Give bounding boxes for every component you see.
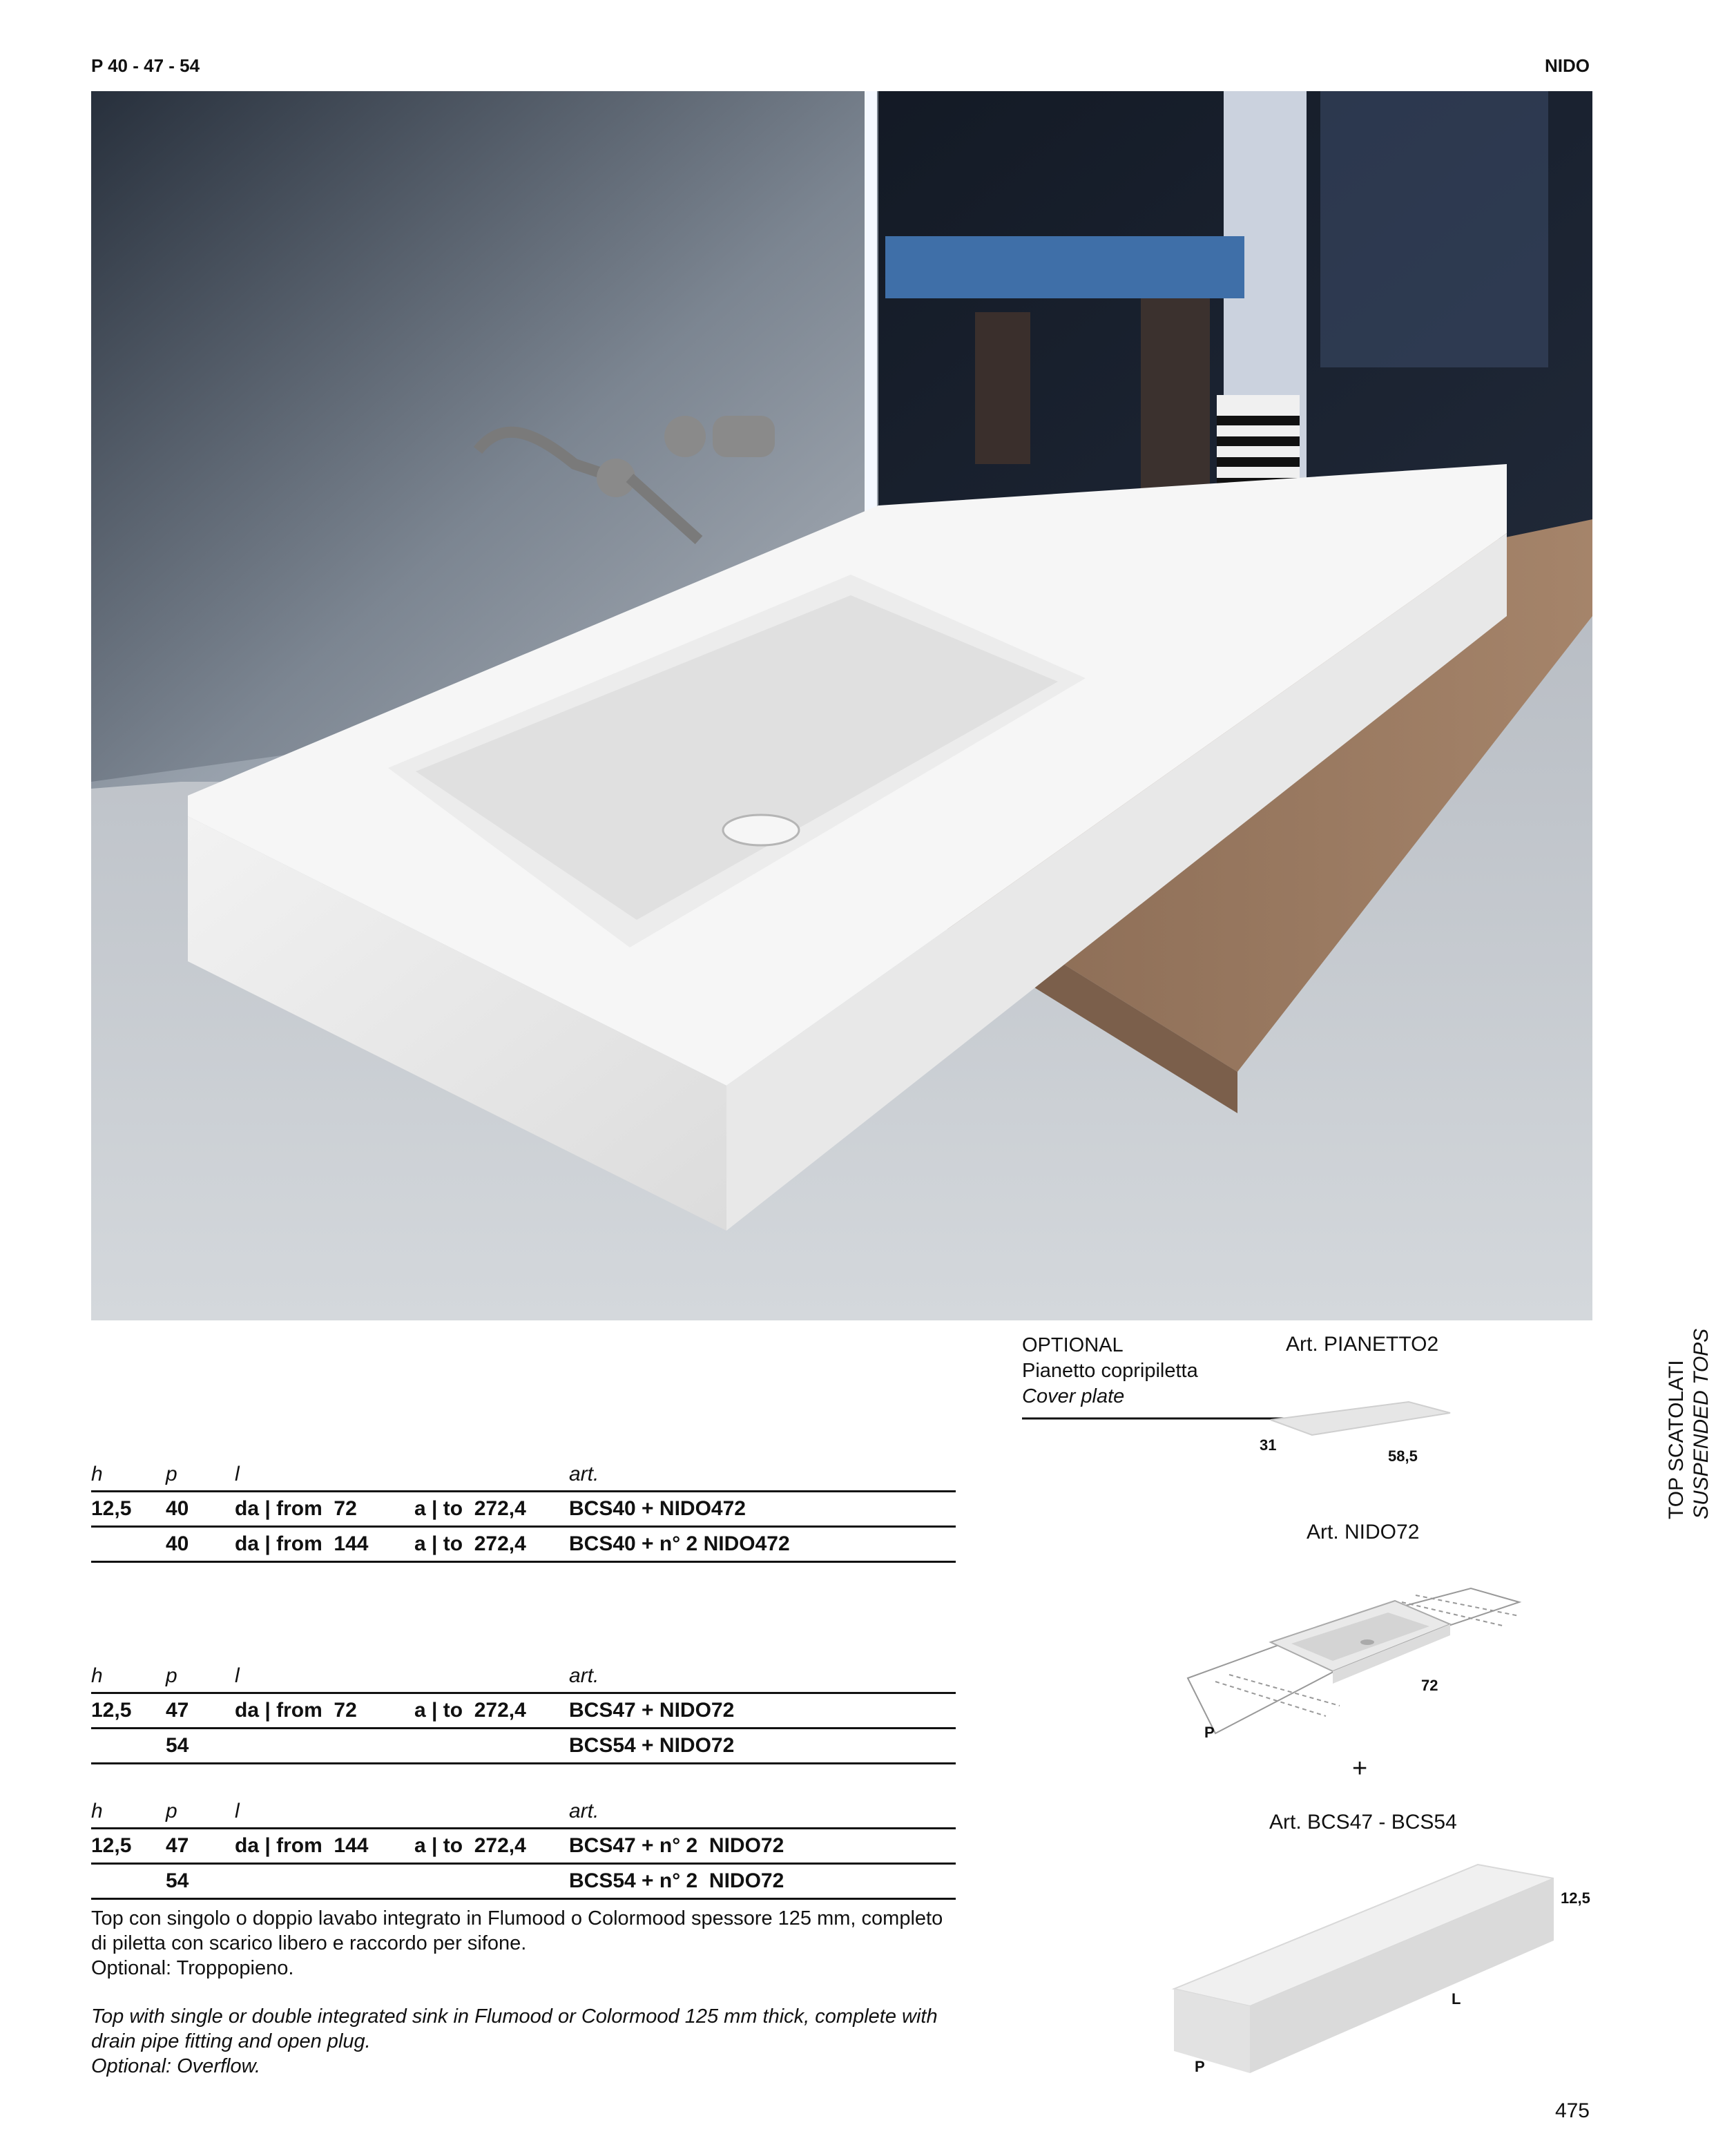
cell-p: 47 [166,1693,235,1729]
nido-sink-diagram [1174,1561,1533,1747]
table-row [91,1864,956,1899]
cell-p: 54 [166,1729,235,1764]
product-photo [91,91,1592,1320]
cell-h [91,1527,166,1562]
table-row [91,1729,956,1764]
cell-l-from [235,1729,414,1764]
cell-art: BCS47 + NIDO72 [569,1693,956,1729]
cell-l-to: a | to 272,4 [414,1492,569,1527]
category-label-english: SUSPENDED TOPS [1690,1328,1713,1519]
col-to [414,1796,569,1829]
col-art: art. [569,1796,956,1829]
bcs-dim-l: L [1452,1990,1461,2008]
nido-dim-72: 72 [1421,1677,1438,1694]
col-h: h [91,1796,166,1829]
cell-p: 47 [166,1829,235,1864]
cell-h [91,1729,166,1764]
cell-l-from: da | from 72 [235,1492,414,1527]
col-art: art. [569,1660,956,1693]
cell-l-to: a | to 272,4 [414,1829,569,1864]
optional-title: OPTIONAL [1022,1334,1124,1356]
table-header-row [91,1660,956,1693]
col-to [414,1660,569,1693]
bcs-top-diagram [1167,1851,1554,2086]
description-it-line: di piletta con scarico libero e raccordo per sifone. [91,1932,527,1954]
cell-l-to: a | to 272,4 [414,1693,569,1729]
spec-table-1 [91,1459,956,1563]
cell-l-to: a | to 272,4 [414,1527,569,1562]
col-h: h [91,1459,166,1492]
description-it-line: Top con singolo o doppio lavabo integrato in Flumood o Colormood spessore 125 mm, completo [91,1907,943,1929]
bcs-dim-p: P [1195,2058,1205,2075]
cell-art: BCS40 + NIDO472 [569,1492,956,1527]
col-p: p [166,1660,235,1693]
col-art: art. [569,1459,956,1492]
collection-name: NIDO [1545,55,1590,76]
page-number: 475 [1554,2099,1590,2122]
cell-h: 12,5 [91,1829,166,1864]
table-row [91,1693,956,1729]
description-english [91,2004,961,2079]
col-l: l [235,1459,414,1492]
cell-art: BCS54 + NIDO72 [569,1729,956,1764]
cover-plate-dim-58: 58,5 [1388,1447,1418,1465]
cell-art: BCS47 + n° 2 NIDO72 [569,1829,956,1864]
cell-l-to [414,1729,569,1764]
description-en-line: drain pipe fitting and open plug. [91,2030,371,2052]
col-h: h [91,1660,166,1693]
col-l: l [235,1660,414,1693]
col-to [414,1459,569,1492]
spec-table-2 [91,1660,956,1764]
optional-desc-it: Pianetto copripiletta [1022,1360,1198,1382]
col-p: p [166,1459,235,1492]
nido-dim-p: P [1204,1724,1215,1741]
table-header-row [91,1459,956,1492]
cell-l-to [414,1864,569,1899]
cell-l-from: da | from 144 [235,1829,414,1864]
cell-art: BCS40 + n° 2 NIDO472 [569,1527,956,1562]
cell-l-from: da | from 144 [235,1527,414,1562]
cell-h: 12,5 [91,1492,166,1527]
category-label-italian: TOP SCATOLATI [1665,1360,1688,1519]
description-it-line: Optional: Troppopieno. [91,1957,294,1979]
description-en-line: Optional: Overflow. [91,2055,260,2077]
cell-p: 40 [166,1527,235,1562]
col-p: p [166,1796,235,1829]
cover-plate-dim-31: 31 [1260,1436,1277,1454]
cell-art: BCS54 + n° 2 NIDO72 [569,1864,956,1899]
nido-art-label: Art. NIDO72 [1307,1521,1420,1543]
cell-l-from [235,1864,414,1899]
spec-table-3 [91,1796,956,1900]
description-italian [91,1906,961,1981]
plus-sign: + [1352,1754,1368,1783]
description-en-line: Top with single or double integrated sink in Flumood or Colormood 125 mm thick, complete with [91,2005,938,2028]
cell-p: 40 [166,1492,235,1527]
bcs-dim-h: 12,5 [1561,1889,1590,1907]
cell-h: 12,5 [91,1693,166,1729]
cell-p: 54 [166,1864,235,1899]
optional-desc-en: Cover plate [1022,1385,1125,1407]
page-reference: P 40 - 47 - 54 [91,55,200,76]
pianetto-art-label: Art. PIANETTO2 [1286,1333,1439,1356]
bathroom-scene-illustration [91,91,1592,1320]
category-label [1664,1174,1713,1519]
table-header-row [91,1796,956,1829]
table-row [91,1492,956,1527]
table-row [91,1829,956,1864]
col-l: l [235,1796,414,1829]
table-row [91,1527,956,1562]
cell-l-from: da | from 72 [235,1693,414,1729]
bcs-art-label: Art. BCS47 - BCS54 [1269,1811,1457,1833]
cell-h [91,1864,166,1899]
